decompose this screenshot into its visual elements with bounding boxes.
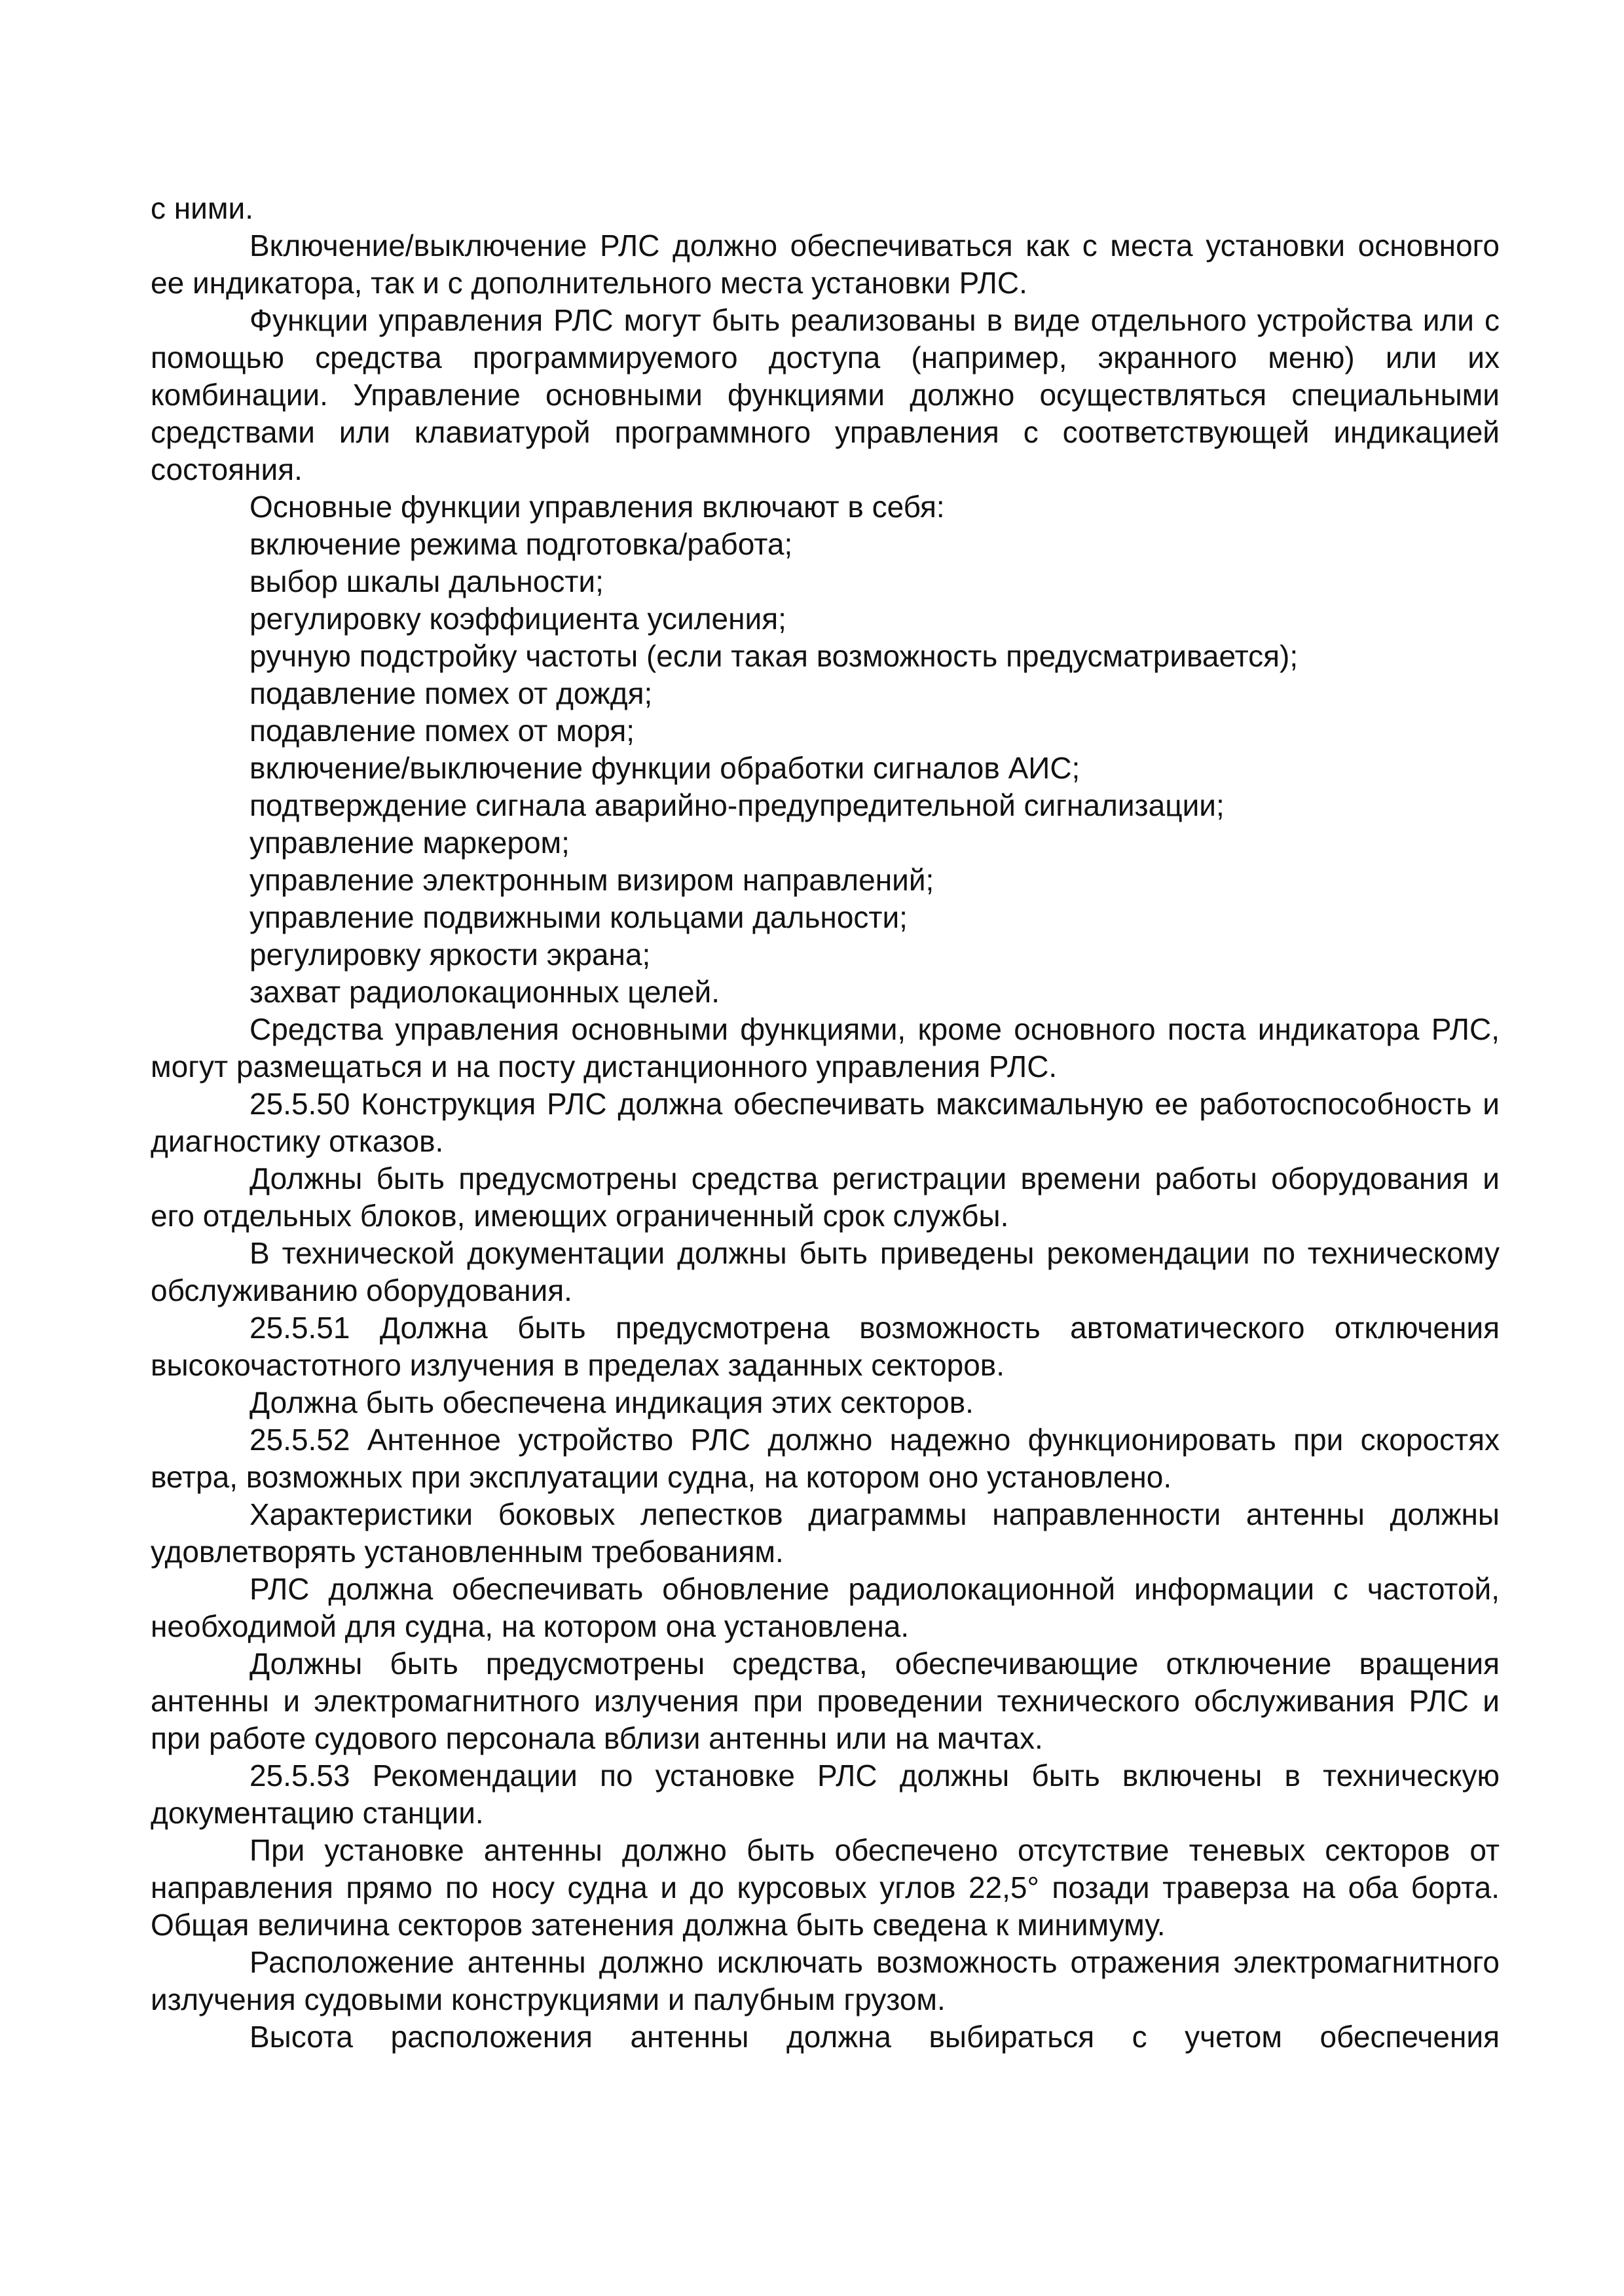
paragraph-rotation-shutdown: Должны быть предусмотрены средства, обеспечивающие отключение вращения антенны и электромагнитного излучения при проведении технического обслуживания РЛС и при работе судового персонала вблизи антенны или на мачтах. (151, 1647, 1500, 1755)
list-item: ручную подстройку частоты (если такая возможность предусматривается); (249, 639, 1299, 673)
document-page (151, 190, 1500, 2056)
paragraph-operating-time: Должны быть предусмотрены средства регистрации времени работы оборудования и его отдельных блоков, имеющих ограниченный срок службы. (151, 1161, 1500, 1233)
list-item: подавление помех от дождя; (249, 676, 653, 710)
list-item: выбор шкалы дальности; (249, 564, 604, 598)
list-item: подавление помех от моря; (249, 714, 635, 748)
paragraph-25-5-53: 25.5.53 Рекомендации по установке РЛС должны быть включены в техническую документацию станции. (151, 1758, 1500, 1830)
list-item: захват радиолокационных целей. (249, 975, 720, 1009)
list-item: подтверждение сигнала аварийно-предупредительной сигнализации; (249, 788, 1225, 822)
paragraph-reflection: Расположение антенны должно исключать возможность отражения электромагнитного излучения судовыми конструкциями и палубным грузом. (151, 1945, 1500, 2016)
paragraph-25-5-51: 25.5.51 Должна быть предусмотрена возможность автоматического отключения высокочастотного излучения в пределах заданных секторов. (151, 1311, 1500, 1382)
paragraph-side-lobes: Характеристики боковых лепестков диаграммы направленности антенны должны удовлетворять установленным требованиям. (151, 1497, 1500, 1569)
paragraph-25-5-52: 25.5.52 Антенное устройство РЛС должно надежно функционировать при скоростях ветра, возможных при эксплуатации судна, на котором оно установлено. (151, 1423, 1500, 1494)
paragraph-control-implementation: Функции управления РЛС могут быть реализованы в виде отдельного устройства или с помощью средства программируемого доступа (например, экранного меню) или их комбинации. Управление основными функциями должно осуществляться специальными средствами или клавиатурой программного управления с соответствующей индикацией состояния. (151, 303, 1500, 486)
list-item: регулировку коэффициента усиления; (249, 602, 786, 636)
list-item: управление подвижными кольцами дальности; (249, 900, 908, 934)
paragraph-shadow-sectors: При установке антенны должно быть обеспечено отсутствие теневых секторов от направления прямо по носу судна и до курсовых углов 22,5° позади траверза на оба борта. Общая величина секторов затенения должна быть сведена к минимуму. (151, 1833, 1500, 1942)
list-item: включение режима подготовка/работа; (249, 527, 793, 561)
paragraph-antenna-height: Высота расположения антенны должна выбираться с учетом обеспечения (249, 2020, 1500, 2054)
list-item: управление электронным визиром направлений; (249, 863, 934, 897)
list-item: управление маркером; (249, 826, 570, 860)
list-item: включение/выключение функции обработки сигналов АИС; (249, 751, 1080, 785)
control-functions-list (151, 526, 1500, 1011)
paragraph-power-switching: Включение/выключение РЛС должно обеспечиваться как с места установки основного ее индикатора, так и с дополнительного места установки РЛС. (151, 228, 1500, 300)
paragraph-update-rate: РЛС должна обеспечивать обновление радиолокационной информации с частотой, необходимой для судна, на котором она установлена. (151, 1572, 1500, 1643)
paragraph-maintenance-docs: В технической документации должны быть приведены рекомендации по техническому обслуживанию оборудования. (151, 1236, 1500, 1307)
list-item: регулировку яркости экрана; (249, 938, 651, 972)
paragraph-continuation: с ними. (151, 191, 253, 225)
paragraph-remote-control: Средства управления основными функциями, кроме основного поста индикатора РЛС, могут размещаться и на посту дистанционного управления РЛС. (151, 1012, 1500, 1084)
paragraph-25-5-50: 25.5.50 Конструкция РЛС должна обеспечивать максимальную ее работоспособность и диагностику отказов. (151, 1087, 1500, 1158)
paragraph-sector-indication: Должна быть обеспечена индикация этих секторов. (249, 1385, 974, 1419)
paragraph-list-intro: Основные функции управления включают в себя: (249, 490, 945, 524)
